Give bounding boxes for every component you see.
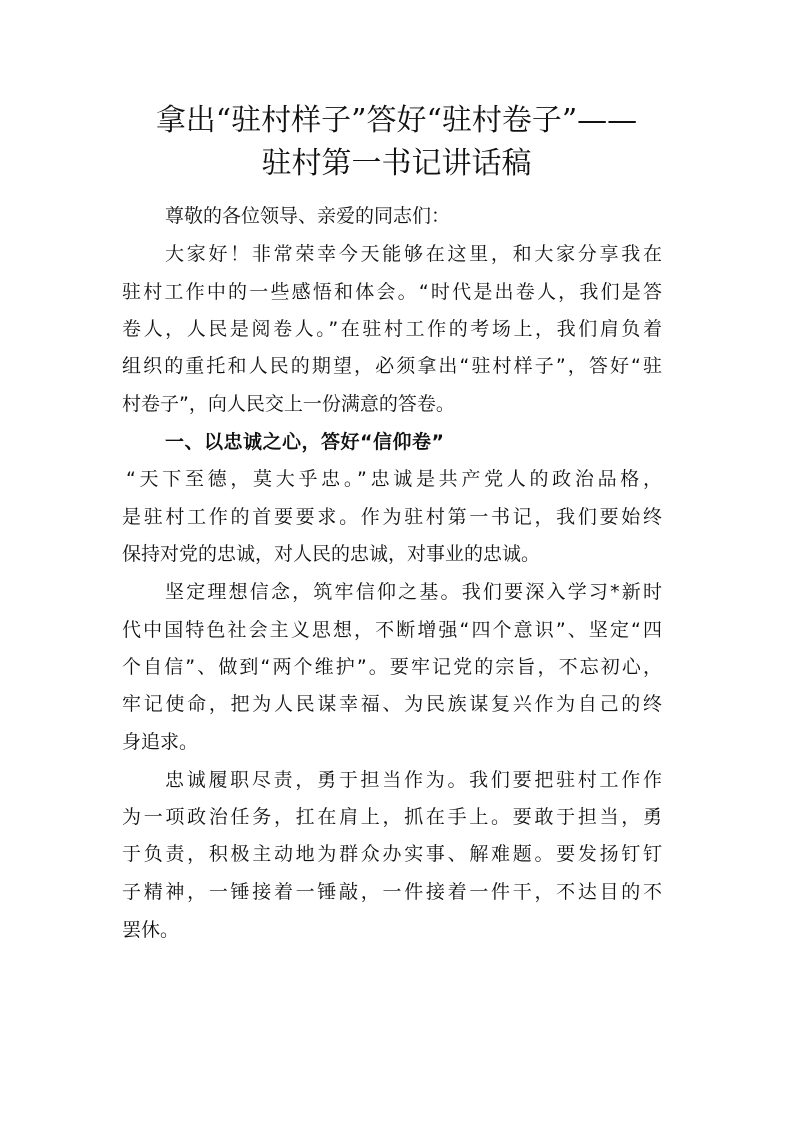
document-title-line-2: 驻村第一书记讲话稿 (261, 146, 532, 181)
paragraph-line: 保持对党的忠诚，对人民的忠诚，对事业的忠诚。 (122, 543, 541, 565)
section-heading: 一、以忠诚之心，答好“信仰卷” (165, 431, 445, 453)
paragraph-line: 牢记使命，把为人民谋幸福、为民族谋复兴作为自己的终 (122, 693, 662, 715)
paragraph-line: 子精神，一锤接着一锤敲，一件接着一件干，不达目的不 (122, 881, 662, 903)
paragraph-line: 是驻村工作的首要要求。作为驻村第一书记，我们要始终 (122, 506, 662, 528)
paragraph-line: 村卷子”，向人民交上一份满意的答卷。 (122, 393, 455, 415)
paragraph-line: 个自信”、做到“两个维护”。要牢记党的宗旨，不忘初心， (122, 656, 662, 678)
document-title-line-1: 拿出“驻村样子”答好“驻村卷子”—— (155, 103, 638, 138)
paragraph-line: 代中国特色社会主义思想，不断增强“四个意识”、坚定“四 (122, 619, 662, 641)
paragraph-line: 卷人，人民是阅卷人。”在驻村工作的考场上，我们肩负着 (122, 318, 662, 340)
paragraph-line: 于负责，积极主动地为群众办实事、解难题。要发扬钉钉 (122, 843, 662, 865)
paragraph-line: 坚定理想信念，筑牢信仰之基。我们要深入学习*新时 (165, 581, 662, 603)
paragraph-line: 身追求。 (122, 731, 199, 753)
paragraph-line: 罢休。 (122, 919, 180, 941)
salutation: 尊敬的各位领导、亲爱的同志们： (165, 205, 451, 227)
paragraph-line: 为一项政治任务，扛在肩上，抓在手上。要敢于担当，勇 (122, 806, 662, 828)
paragraph-line: 大家好！非常荣幸今天能够在这里，和大家分享我在 (165, 243, 662, 265)
paragraph-line: 组织的重托和人民的期望，必须拿出“驻村样子”，答好“驻 (122, 355, 662, 377)
paragraph-line: “天下至德，莫大乎忠。”忠诚是共产党人的政治品格， (126, 468, 662, 490)
paragraph-line: 驻村工作中的一些感悟和体会。“时代是出卷人，我们是答 (122, 281, 662, 303)
paragraph-line: 忠诚履职尽责，勇于担当作为。我们要把驻村工作作 (165, 769, 662, 791)
